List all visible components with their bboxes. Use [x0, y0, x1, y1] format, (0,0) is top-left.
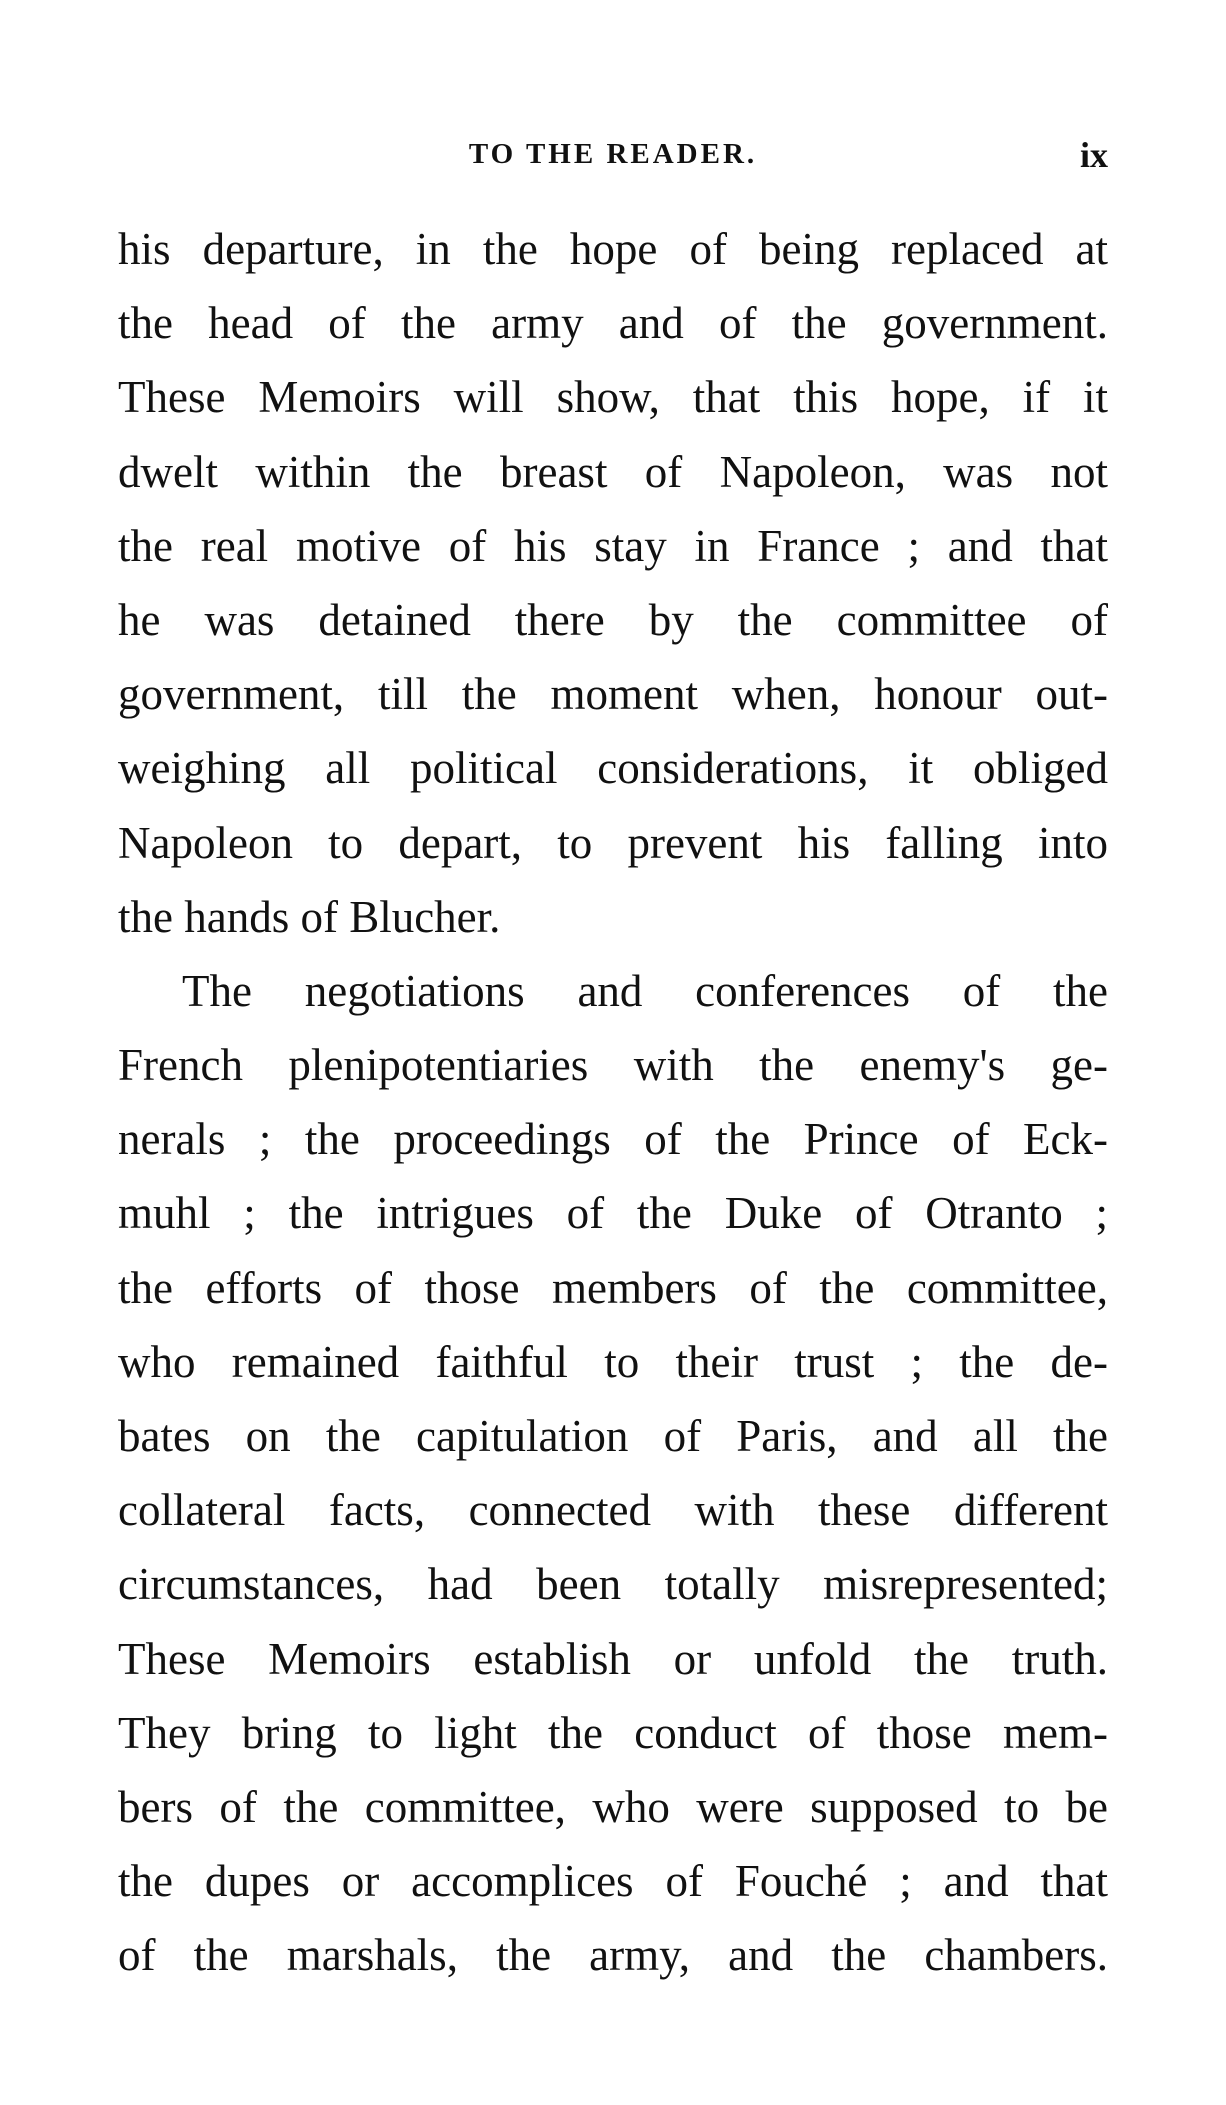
text-line: They bring to light the conduct of those mem- — [118, 1707, 1108, 1758]
text-line: the dupes or accomplices of Fouché ; and that — [118, 1856, 1108, 1907]
text-line: nerals ; the proceedings of the Prince of Eck- — [118, 1114, 1108, 1165]
text-line: Napoleon to depart, to prevent his falling into — [118, 817, 1108, 868]
page-number: ix — [1079, 135, 1108, 175]
page-header — [118, 135, 1108, 178]
text-line: the efforts of those members of the committee, — [118, 1262, 1108, 1313]
text-line: muhl ; the intrigues of the Duke of Otranto ; — [118, 1188, 1108, 1239]
text-line: he was detained there by the committee of — [118, 594, 1108, 645]
text-line: circumstances, had been totally misrepresented; — [118, 1559, 1108, 1610]
running-title: TO THE READER. — [468, 138, 758, 170]
text-line: of the marshals, the army, and the chambers. — [118, 1930, 1108, 1981]
text-line: dwelt within the breast of Napoleon, was not — [118, 446, 1108, 497]
text-line: bates on the capitulation of Paris, and all the — [118, 1411, 1108, 1461]
text-line: weighing all political considerations, it obliged — [118, 743, 1108, 794]
text-line: who remained faithful to their trust ; the de- — [118, 1336, 1108, 1387]
text-line: the hands of Blucher. — [118, 891, 501, 942]
body-text — [118, 212, 1108, 1993]
text-line: These Memoirs will show, that this hope, if it — [118, 372, 1108, 423]
text-line: the real motive of his stay in France ; and that — [118, 520, 1108, 571]
text-line: his departure, in the hope of being replaced at — [118, 224, 1108, 274]
text-line: French plenipotentiaries with the enemy's ge- — [118, 1040, 1108, 1091]
paragraph-first-line: The negotiations and conferences of the — [182, 965, 1108, 1016]
text-line: the head of the army and of the government. — [118, 298, 1108, 349]
text-line: bers of the committee, who were supposed to be — [118, 1781, 1108, 1832]
text-line: These Memoirs establish or unfold the truth. — [118, 1633, 1108, 1684]
text-line: government, till the moment when, honour out- — [118, 669, 1108, 720]
text-line: collateral facts, connected with these different — [118, 1485, 1108, 1536]
